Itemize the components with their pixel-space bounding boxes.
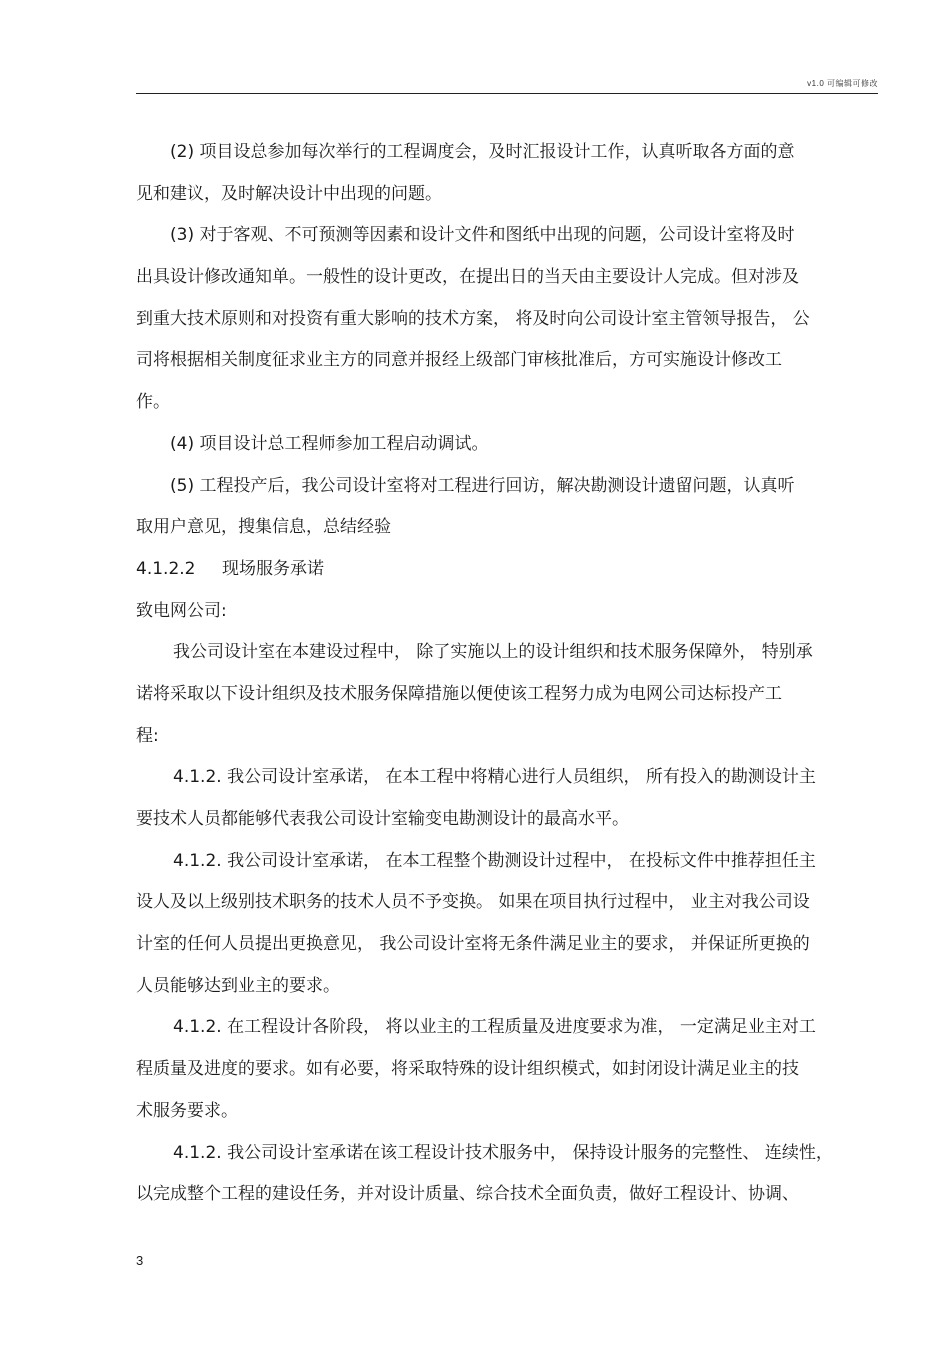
item-3-line-3: 到重大技术原则和对投资有重大影响的技术方案， 将及时向公司设计室主管领导报告， 公 (136, 308, 810, 329)
commitment-3-line-2: 程质量及进度的要求。如有必要，将采取特殊的设计组织模式，如封闭设计满足业主的技 (136, 1059, 799, 1080)
commitment-1-line-1: 4.1.2. 我公司设计室承诺， 在本工程中将精心进行人员组织， 所有投入的勘测设计主 (173, 767, 816, 788)
page-number: 3 (136, 1253, 144, 1268)
intro-line-2: 诺将采取以下设计组织及技术服务保障措施以便使该工程努力成为电网公司达标投产工 (136, 683, 782, 704)
section-heading (136, 549, 878, 591)
intro-line-3: 程: (136, 725, 159, 746)
header-rule (136, 93, 878, 94)
item-3-line-2: 出具设计修改通知单。一般性的设计更改，在提出日的当天由主要设计人完成。但对涉及 (136, 267, 799, 288)
salutation: 致电网公司: (136, 600, 227, 621)
intro-line-1: 我公司设计室在本建设过程中， 除了实施以上的设计组织和技术服务保障外， 特别承 (173, 642, 813, 663)
item-2-line-2: 见和建议，及时解决设计中出现的问题。 (136, 183, 442, 204)
item-4-line-1: (4) 项目设计总工程师参加工程启动调试。 (170, 433, 489, 454)
commitment-2-line-1: 4.1.2. 我公司设计室承诺， 在本工程整个勘测设计过程中， 在投标文件中推荐担任主 (173, 850, 816, 871)
header-version-note: v1.0 可编辑可修改 (807, 79, 878, 88)
item-2-line-1: (2) 项目设总参加每次举行的工程调度会，及时汇报设计工作，认真听取各方面的意 (170, 142, 795, 162)
item-5-line-1: (5) 工程投产后，我公司设计室将对工程进行回访，解决勘测设计遗留问题，认真听 (170, 475, 795, 496)
item-5-line-2: 取用户意见，搜集信息，总结经验 (136, 517, 391, 538)
document-body (136, 132, 878, 1216)
commitment-3-line-3: 术服务要求。 (136, 1100, 238, 1121)
commitment-2-line-4: 人员能够达到业主的要求。 (136, 975, 340, 996)
commitment-4-line-1: 4.1.2. 我公司设计室承诺在该工程设计技术服务中， 保持设计服务的完整性、 连续性， (173, 1142, 833, 1163)
item-3-line-1: (3) 对于客观、不可预测等因素和设计文件和图纸中出现的问题，公司设计室将及时 (170, 225, 795, 246)
commitment-3-line-1: 4.1.2. 在工程设计各阶段， 将以业主的工程质量及进度要求为准， 一定满足业主对工 (173, 1017, 816, 1038)
commitment-2-line-3: 计室的任何人员提出更换意见， 我公司设计室将无条件满足业主的要求， 并保证所更换的 (136, 934, 810, 955)
commitment-1-line-2: 要技术人员都能够代表我公司设计室输变电勘测设计的最高水平。 (136, 809, 629, 829)
commitment-2-line-2: 设人及以上级别技术职务的技术人员不予变换。 如果在项目执行过程中， 业主对我公司设 (136, 892, 810, 913)
commitment-4-line-2: 以完成整个工程的建设任务，并对设计质量、综合技术全面负责，做好工程设计、协调、 (136, 1184, 799, 1205)
item-3-line-4: 司将根据相关制度征求业主方的同意并报经上级部门审核批准后，方可实施设计修改工 (136, 350, 782, 371)
item-3-line-5: 作。 (136, 392, 170, 413)
section-title: 现场服务承诺 (222, 558, 324, 579)
section-number: 4.1.2.2 (136, 558, 196, 579)
